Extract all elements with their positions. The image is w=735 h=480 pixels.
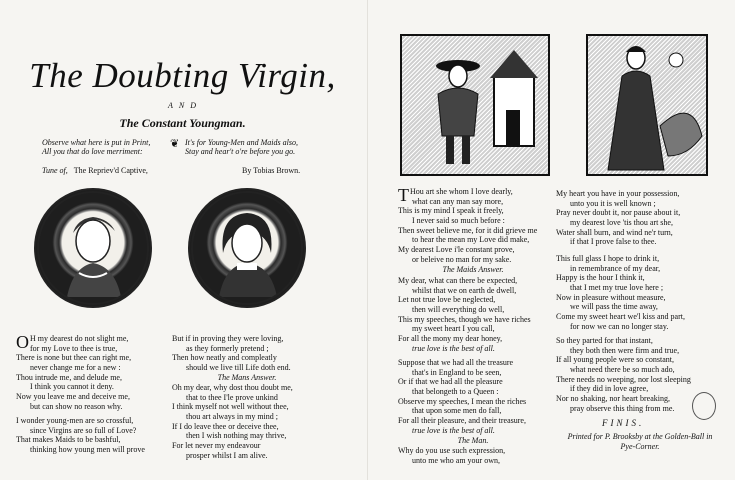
ballad-title: The Doubting Virgin, xyxy=(29,56,336,95)
library-seal-icon xyxy=(692,392,716,420)
woman-portrait-medallion xyxy=(34,188,152,308)
stanza-col2-2: Oh my dear, why dost thou doubt me, that to thee I'le prove unkind I think myself not well without thee, thou art always in my mind ; If I do leave thee or deceive thee, then I wish nothing may thrive, For let never my endeavour prosper whilst I am alive. xyxy=(172,383,293,460)
the-man-heading: The Man. xyxy=(457,436,489,445)
stanza-col1-1: O H my dearest do not slight me, for my Love to thee is true, There is none but thee can right me, never change me for a new : Thou intrude me, and delude me, I think you cannot it deny. Now you leave me and deceive me, but can show no reason why. xyxy=(16,332,132,411)
lady-with-peacock-woodcut xyxy=(586,34,708,176)
tune-label: Tune of, xyxy=(42,166,68,175)
stanza-col3-2: My dear, what can there be expected, whilst that we on earth de dwell, Let not true love be neglected, then will everything do well, This my speeches, though we have riches my sweet heart I you call, For all the mony my dear honey, true love is the best of all. xyxy=(398,276,531,353)
and-separator: AND xyxy=(168,101,202,110)
intro-right: It's for Young-Men and Maids also, Stay and hear't o're before you go. xyxy=(185,138,298,156)
stanza-col3-3: Suppose that we had all the treasure that's in England to be seen, Or if that we had all the pleasure that belongeth to a Queen : Observe my speeches, I mean the riches that upon some men do fall, For all their pleasure, and their treasure, true love is the best of all. xyxy=(398,358,527,435)
drop-cap-t: T xyxy=(398,185,409,205)
stanza-col4-3: So they parted for that instant, they both then were firm and true, If all young people were so constant, what need there be so much ado, There needs no weeping, nor lost sleeping if they did in love agree, Nor no shaking, nor heart breaking, pray observe this thing from me. xyxy=(556,336,691,413)
stanza-col3-1: T Hou art she whom I love dearly, what can any man say more, This is my mind I speak it freely, I never said so much before : Then sweet believe me, for it did grieve me to hear the mean my Love did make, My dearest Love i'le constant prove, or beleive no man for my sake. xyxy=(398,185,538,264)
gentleman-figure-icon xyxy=(402,36,548,174)
man-portrait-icon xyxy=(193,193,301,303)
stanza-col1-2: I wonder young-men are so crossful, since Virgins are so full of Love? That makes Maids to be bashful, thinking how young men will prove xyxy=(16,416,145,455)
tune-name: The Repriev'd Captive, xyxy=(73,166,148,175)
intro-left: Observe what here is put in Print, All you that do love merriment: xyxy=(42,138,151,156)
woman-portrait-icon xyxy=(39,193,147,303)
finis-mark: FINIS. xyxy=(602,418,645,428)
mans-answer-heading: The Mans Answer. xyxy=(217,373,277,382)
maids-answer-heading: The Maids Answer. xyxy=(442,265,504,274)
stanza-col4-1: My heart you have in your possession, unto you it is well known ; Pray never doubt it, nor pause about it, my dearest love 'tis thou art she, Water shall burn, and wind ne'r turn, if that I prove false to thee. xyxy=(556,189,681,247)
man-with-house-woodcut xyxy=(400,34,550,176)
tune-line xyxy=(42,166,148,175)
author-credit: By Tobias Brown. xyxy=(242,166,301,175)
man-portrait-medallion xyxy=(188,188,306,308)
fleuron-ornament-icon: ❦ xyxy=(170,138,180,150)
printer-imprint: Printed for P. Brooksby at the Golden-Ball in Pye-Corner. xyxy=(567,432,713,451)
stanza-col3-4: Why do you use such expression, unto me who am your own, xyxy=(398,446,506,465)
lady-figure-icon xyxy=(588,36,706,174)
stanza-col2-1: But if in proving they were loving, as they formerly pretend ; Then how neatly and compleatly should we live till Life doth end. xyxy=(172,334,291,373)
drop-cap-o: O xyxy=(16,332,29,352)
ballad-subtitle: The Constant Youngman. xyxy=(119,116,246,130)
stanza-col4-2: This full glass I hope to drink it, in remembrance of my dear, Happy is the hour I think it, that I met my true love here ; Now in pleasure without measure, we will pass the time away, Come my sweet heart we'l kiss and part, for now we can no longer stay. xyxy=(556,254,685,331)
page-divider xyxy=(367,0,368,480)
